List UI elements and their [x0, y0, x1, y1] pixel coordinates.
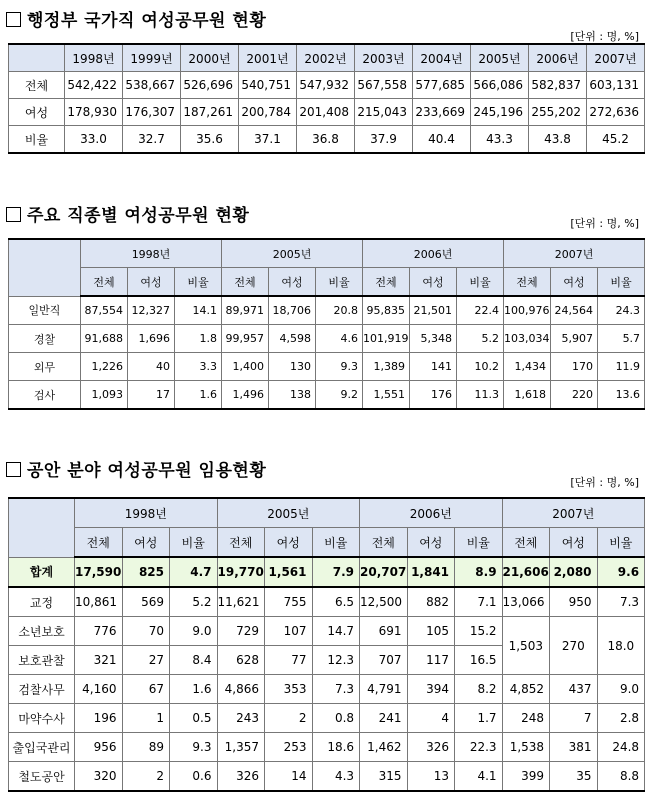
sub-header: 여성 — [410, 268, 457, 297]
cell: 603,131 — [587, 72, 645, 99]
cell: 245,196 — [471, 99, 529, 126]
cell: 37.1 — [239, 126, 297, 154]
cell: 37.9 — [355, 126, 413, 154]
sub-header: 여성 — [407, 528, 455, 558]
table-header-row — [9, 239, 645, 268]
sub-header: 전체 — [81, 268, 128, 297]
row-label: 외무 — [9, 353, 81, 381]
sub-header: 전체 — [363, 268, 410, 297]
cell: 381 — [550, 733, 598, 762]
year-header: 2003년 — [355, 44, 413, 72]
cell: 4.7 — [170, 557, 218, 587]
cell: 67 — [122, 675, 170, 704]
cell: 24.3 — [598, 296, 645, 325]
cell: 11.3 — [457, 381, 504, 410]
cell: 4,852 — [502, 675, 550, 704]
cell: 187,261 — [181, 99, 239, 126]
cell: 14.7 — [312, 617, 360, 646]
sub-header: 전체 — [222, 268, 269, 297]
cell: 21,501 — [410, 296, 457, 325]
cell: 2.8 — [597, 704, 645, 733]
year-header: 2000년 — [181, 44, 239, 72]
year-header: 2006년 — [529, 44, 587, 72]
cell: 87,554 — [81, 296, 128, 325]
cell: 729 — [217, 617, 265, 646]
cell: 437 — [550, 675, 598, 704]
year-header: 1998년 — [75, 498, 218, 528]
row-label: 마약수사 — [9, 704, 75, 733]
cell: 33.0 — [65, 126, 123, 154]
year-header: 2007년 — [502, 498, 645, 528]
sub-header: 전체 — [504, 268, 551, 297]
year-header: 2006년 — [363, 239, 504, 268]
cell: 1,538 — [502, 733, 550, 762]
row-label: 철도공안 — [9, 762, 75, 792]
cell: 7.1 — [455, 587, 503, 617]
sub-header: 여성 — [122, 528, 170, 558]
cell: 7 — [550, 704, 598, 733]
cell: 1.7 — [455, 704, 503, 733]
sub-header: 비율 — [598, 268, 645, 297]
cell: 0.5 — [170, 704, 218, 733]
cell: 178,930 — [65, 99, 123, 126]
cell: 11.9 — [598, 353, 645, 381]
total-row — [9, 557, 645, 587]
cell: 326 — [217, 762, 265, 792]
cell: 19,770 — [217, 557, 265, 587]
cell: 255,202 — [529, 99, 587, 126]
cell: 196 — [75, 704, 123, 733]
cell: 233,669 — [413, 99, 471, 126]
cell: 22.3 — [455, 733, 503, 762]
sub-header: 여성 — [128, 268, 175, 297]
row-label: 합계 — [9, 557, 75, 587]
cell: 11,621 — [217, 587, 265, 617]
year-header: 2004년 — [413, 44, 471, 72]
cell: 15.2 — [455, 617, 503, 646]
cell: 691 — [360, 617, 408, 646]
sub-header: 비율 — [175, 268, 222, 297]
year-header: 2007년 — [587, 44, 645, 72]
row-label: 검찰사무 — [9, 675, 75, 704]
row-label: 보호관찰 — [9, 646, 75, 675]
cell: 2,080 — [550, 557, 598, 587]
cell: 248 — [502, 704, 550, 733]
cell: 241 — [360, 704, 408, 733]
row-label: 비율 — [9, 126, 65, 154]
checkbox-square-icon — [6, 462, 21, 477]
cell: 4 — [407, 704, 455, 733]
sub-header: 여성 — [269, 268, 316, 297]
year-header: 1998년 — [65, 44, 123, 72]
sub-header: 여성 — [550, 528, 598, 558]
sub-header: 비율 — [316, 268, 363, 297]
row-label: 전체 — [9, 72, 65, 99]
cell: 321 — [75, 646, 123, 675]
cell: 36.8 — [297, 126, 355, 154]
section2-unit: [단위 : 명, %] — [570, 217, 639, 230]
cell: 138 — [269, 381, 316, 410]
cell: 566,086 — [471, 72, 529, 99]
sub-header: 전체 — [502, 528, 550, 558]
year-header: 2005년 — [217, 498, 360, 528]
cell: 117 — [407, 646, 455, 675]
cell: 220 — [551, 381, 598, 410]
cell: 17,590 — [75, 557, 123, 587]
cell: 394 — [407, 675, 455, 704]
cell: 200,784 — [239, 99, 297, 126]
cell: 526,696 — [181, 72, 239, 99]
table-subheader-row — [9, 268, 645, 297]
sub-header: 비율 — [170, 528, 218, 558]
cell: 43.8 — [529, 126, 587, 154]
merged-cell: 18.0 — [597, 617, 645, 675]
cell: 10.2 — [457, 353, 504, 381]
cell: 1,357 — [217, 733, 265, 762]
cell: 1,093 — [81, 381, 128, 410]
cell: 1,462 — [360, 733, 408, 762]
cell: 32.7 — [123, 126, 181, 154]
cell: 9.2 — [316, 381, 363, 410]
table-header-row — [9, 498, 645, 528]
cell: 950 — [550, 587, 598, 617]
cell: 1,400 — [222, 353, 269, 381]
table-row — [9, 704, 645, 733]
sub-header: 비율 — [312, 528, 360, 558]
cell: 1,696 — [128, 325, 175, 353]
cell: 89 — [122, 733, 170, 762]
table-row — [9, 99, 645, 126]
table-row — [9, 587, 645, 617]
cell: 43.3 — [471, 126, 529, 154]
cell: 14.1 — [175, 296, 222, 325]
sub-header: 여성 — [265, 528, 313, 558]
table-subheader-row — [9, 528, 645, 558]
cell: 4.6 — [316, 325, 363, 353]
cell: 14 — [265, 762, 313, 792]
cell: 3.3 — [175, 353, 222, 381]
table-row — [9, 353, 645, 381]
year-header: 2005년 — [471, 44, 529, 72]
cell: 4,791 — [360, 675, 408, 704]
cell: 8.9 — [455, 557, 503, 587]
cell: 13 — [407, 762, 455, 792]
cell: 1.6 — [175, 381, 222, 410]
cell: 1,226 — [81, 353, 128, 381]
cell: 130 — [269, 353, 316, 381]
cell: 399 — [502, 762, 550, 792]
cell: 176,307 — [123, 99, 181, 126]
cell: 315 — [360, 762, 408, 792]
cell: 882 — [407, 587, 455, 617]
row-label: 검사 — [9, 381, 81, 410]
sub-header: 전체 — [360, 528, 408, 558]
table-row — [9, 296, 645, 325]
cell: 70 — [122, 617, 170, 646]
cell: 776 — [75, 617, 123, 646]
cell: 20.8 — [316, 296, 363, 325]
merged-cell: 1,503 — [502, 617, 550, 675]
cell: 1,496 — [222, 381, 269, 410]
cell: 320 — [75, 762, 123, 792]
cell: 5,348 — [410, 325, 457, 353]
cell: 540,751 — [239, 72, 297, 99]
year-header: 2002년 — [297, 44, 355, 72]
cell: 1,841 — [407, 557, 455, 587]
cell: 707 — [360, 646, 408, 675]
cell: 215,043 — [355, 99, 413, 126]
table-row — [9, 126, 645, 154]
year-header: 1998년 — [81, 239, 222, 268]
year-header: 2006년 — [360, 498, 503, 528]
cell: 7.3 — [597, 587, 645, 617]
section2-title: 주요 직종별 여성공무원 현황 — [6, 201, 249, 226]
row-label: 여성 — [9, 99, 65, 126]
checkbox-square-icon — [6, 207, 21, 222]
cell: 9.3 — [316, 353, 363, 381]
cell: 107 — [265, 617, 313, 646]
cell: 17 — [128, 381, 175, 410]
cell: 91,688 — [81, 325, 128, 353]
cell: 18.6 — [312, 733, 360, 762]
cell: 176 — [410, 381, 457, 410]
occupation-table — [8, 238, 645, 410]
cell: 22.4 — [457, 296, 504, 325]
cell: 24,564 — [551, 296, 598, 325]
table-row — [9, 381, 645, 410]
cell: 8.8 — [597, 762, 645, 792]
cell: 326 — [407, 733, 455, 762]
cell: 12,327 — [128, 296, 175, 325]
checkbox-square-icon — [6, 12, 21, 27]
cell: 1,551 — [363, 381, 410, 410]
cell: 1.8 — [175, 325, 222, 353]
cell: 40 — [128, 353, 175, 381]
cell: 542,422 — [65, 72, 123, 99]
year-header: 2007년 — [504, 239, 645, 268]
cell: 4.1 — [455, 762, 503, 792]
cell: 13,066 — [502, 587, 550, 617]
public-safety-table — [8, 497, 645, 792]
sub-header: 전체 — [75, 528, 123, 558]
cell: 2 — [265, 704, 313, 733]
year-header: 1999년 — [123, 44, 181, 72]
cell: 5,907 — [551, 325, 598, 353]
cell: 755 — [265, 587, 313, 617]
cell: 243 — [217, 704, 265, 733]
cell: 12.3 — [312, 646, 360, 675]
cell: 27 — [122, 646, 170, 675]
row-label: 교정 — [9, 587, 75, 617]
cell: 569 — [122, 587, 170, 617]
cell: 89,971 — [222, 296, 269, 325]
row-label: 출입국관리 — [9, 733, 75, 762]
section3-unit: [단위 : 명, %] — [570, 476, 639, 489]
cell: 538,667 — [123, 72, 181, 99]
cell: 141 — [410, 353, 457, 381]
cell: 9.3 — [170, 733, 218, 762]
cell: 582,837 — [529, 72, 587, 99]
cell: 170 — [551, 353, 598, 381]
cell: 0.8 — [312, 704, 360, 733]
cell: 8.2 — [455, 675, 503, 704]
female-officials-table — [8, 43, 645, 154]
cell: 8.4 — [170, 646, 218, 675]
cell: 5.2 — [170, 587, 218, 617]
cell: 95,835 — [363, 296, 410, 325]
section3-title: 공안 분야 여성공무원 임용현황 — [6, 456, 266, 481]
cell: 35.6 — [181, 126, 239, 154]
cell: 0.6 — [170, 762, 218, 792]
year-header: 2005년 — [222, 239, 363, 268]
cell: 547,932 — [297, 72, 355, 99]
cell: 35 — [550, 762, 598, 792]
row-label: 경찰 — [9, 325, 81, 353]
cell: 1,618 — [504, 381, 551, 410]
cell: 4,866 — [217, 675, 265, 704]
cell: 825 — [122, 557, 170, 587]
table-row — [9, 675, 645, 704]
cell: 1 — [122, 704, 170, 733]
merged-cell: 270 — [550, 617, 598, 675]
cell: 6.5 — [312, 587, 360, 617]
sub-header: 전체 — [217, 528, 265, 558]
cell: 7.9 — [312, 557, 360, 587]
cell: 9.0 — [597, 675, 645, 704]
cell: 7.3 — [312, 675, 360, 704]
row-label: 소년보호 — [9, 617, 75, 646]
cell: 1,389 — [363, 353, 410, 381]
table-row — [9, 617, 645, 646]
cell: 24.8 — [597, 733, 645, 762]
cell: 5.7 — [598, 325, 645, 353]
cell: 956 — [75, 733, 123, 762]
cell: 1.6 — [170, 675, 218, 704]
cell: 20,707 — [360, 557, 408, 587]
cell: 101,919 — [363, 325, 410, 353]
sub-header: 비율 — [597, 528, 645, 558]
cell: 1,561 — [265, 557, 313, 587]
sub-header: 비율 — [457, 268, 504, 297]
section1-title: 행정부 국가직 여성공무원 현황 — [6, 6, 266, 31]
cell: 577,685 — [413, 72, 471, 99]
table-row — [9, 72, 645, 99]
cell: 4,598 — [269, 325, 316, 353]
table-row — [9, 733, 645, 762]
cell: 4.3 — [312, 762, 360, 792]
table-row — [9, 762, 645, 792]
cell: 45.2 — [587, 126, 645, 154]
cell: 10,861 — [75, 587, 123, 617]
cell: 201,408 — [297, 99, 355, 126]
cell: 1,434 — [504, 353, 551, 381]
cell: 9.0 — [170, 617, 218, 646]
cell: 99,957 — [222, 325, 269, 353]
sub-header: 비율 — [455, 528, 503, 558]
cell: 40.4 — [413, 126, 471, 154]
cell: 628 — [217, 646, 265, 675]
row-label: 일반직 — [9, 296, 81, 325]
cell: 2 — [122, 762, 170, 792]
cell: 77 — [265, 646, 313, 675]
cell: 353 — [265, 675, 313, 704]
sub-header: 여성 — [551, 268, 598, 297]
cell: 9.6 — [597, 557, 645, 587]
cell: 253 — [265, 733, 313, 762]
cell: 5.2 — [457, 325, 504, 353]
table-row — [9, 325, 645, 353]
cell: 18,706 — [269, 296, 316, 325]
cell: 103,034 — [504, 325, 551, 353]
cell: 105 — [407, 617, 455, 646]
section1-unit: [단위 : 명, %] — [570, 30, 639, 43]
cell: 100,976 — [504, 296, 551, 325]
cell: 13.6 — [598, 381, 645, 410]
cell: 21,606 — [502, 557, 550, 587]
cell: 567,558 — [355, 72, 413, 99]
table-header-row — [9, 44, 645, 72]
cell: 272,636 — [587, 99, 645, 126]
cell: 12,500 — [360, 587, 408, 617]
cell: 4,160 — [75, 675, 123, 704]
year-header: 2001년 — [239, 44, 297, 72]
cell: 16.5 — [455, 646, 503, 675]
